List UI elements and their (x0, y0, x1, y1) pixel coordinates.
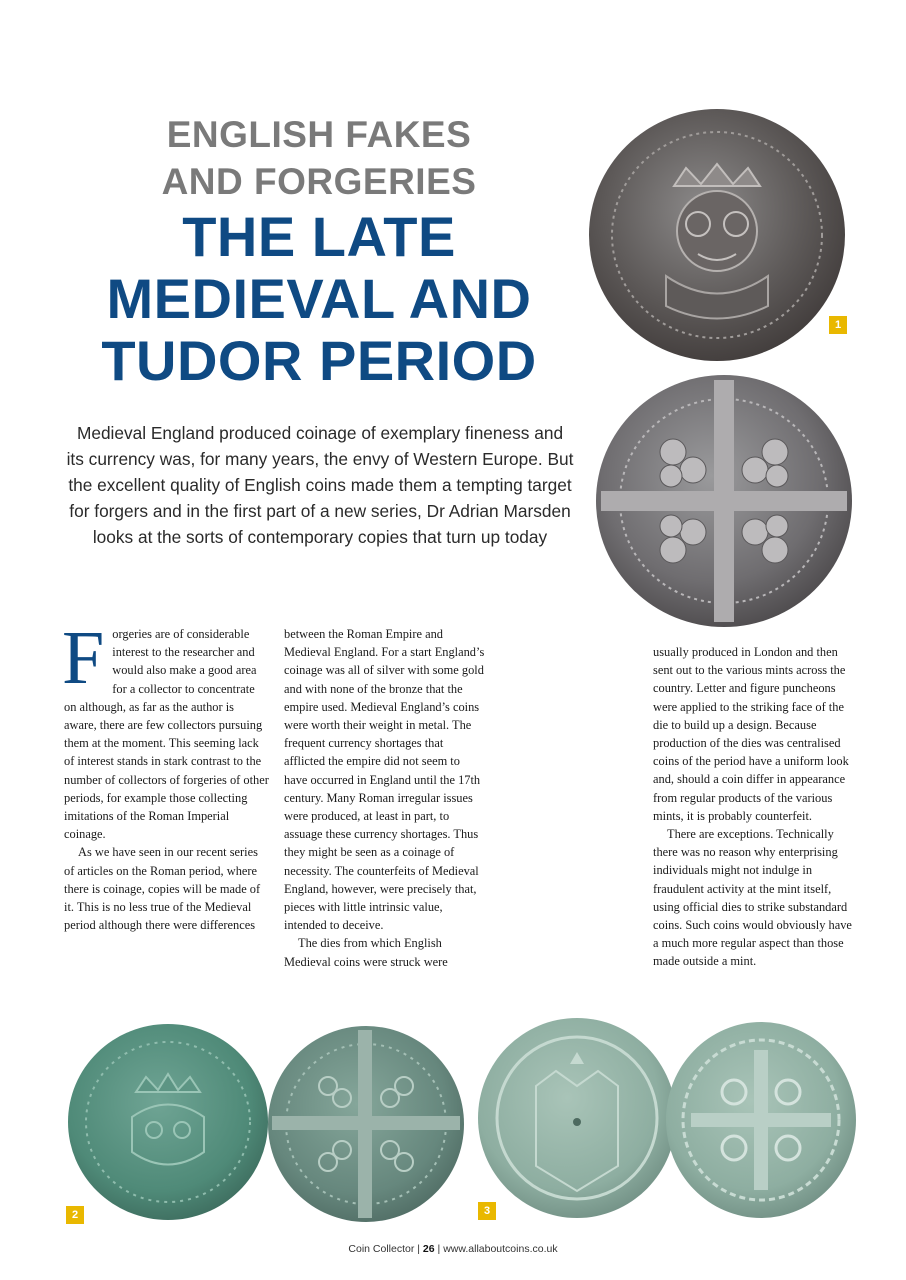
title-line-2: MEDIEVAL AND (106, 267, 532, 330)
footer-page-number: 26 (422, 1243, 435, 1255)
coin-3-obverse-photo (476, 1016, 678, 1220)
title-line-1: THE LATE (182, 205, 456, 268)
coin-1-obverse-photo (586, 106, 848, 364)
figure-3-badge: 3 (478, 1202, 496, 1220)
article-column-2 (284, 625, 486, 971)
figure-1-badge: 1 (829, 316, 847, 334)
kicker-line-1: ENGLISH FAKES (166, 114, 472, 155)
article-column-3 (653, 643, 853, 971)
col3-paragraph-2: There are exceptions. Technically there was no reason why enterprising individuals might not indulge in fraudulent activity at the mint itself, using official dies to strike substandard coins. Such coins would obviously have a much more regular aspect than those made outside a mint. (653, 827, 852, 969)
drop-cap: F (62, 616, 105, 700)
col3-paragraph-1: usually produced in London and then sent out to the various mints across the country. Letter and figure puncheons were applied to the striking face of the die to build up a design. Because production of the dies was centralised coins of the period have a uniform look and, should a coin differ in appearance from regular products of the various mints, it is probably counterfeit. (653, 645, 849, 823)
figure-2-badge: 2 (66, 1206, 84, 1224)
footer-divider: | (437, 1243, 441, 1255)
coin-1-reverse-photo (593, 372, 855, 630)
standfirst: Medieval England produced coinage of exemplary fineness and its currency was, for many years, the envy of Western Europe. But the excellent quality of English coins made them a tempting target for forgers and in the first part of a new series, Dr Adrian Marsden looks at the sorts of contemporary copies that turn up today (66, 423, 574, 547)
article-column-1 (62, 616, 269, 934)
col2-paragraph-1: between the Roman Empire and Medieval England. For a start England’s coinage was all of silver with some gold and with none of the bronze that the empire used. Medieval England’s coins were worth their weight in metal. The frequent currency shortages that afflicted the empire did not seem to have occurred in England until the 17th century. Many Roman irregular issues were produced, at least in part, to assuage these currency shortages. Thus they might be seen as a coinage of necessity. The counterfeits of Medieval England, however, were precisely that, pieces with little intrinsic value, intended to deceive. (284, 627, 485, 933)
coin-3-reverse-photo (664, 1020, 858, 1220)
page-footer (0, 1243, 906, 1255)
col1-paragraph-1: orgeries are of considerable interest to the researcher and would also make a good area for a collector to concentrate on although, as far as the author is aware, there are few collectors pursuing them at the moment. This seeming lack of interest stands in stark contrast to the number of collectors of forgeries of other periods, for example those collecting imitations of the Roman Imperial coinage. (64, 627, 269, 842)
footer-divider: | (417, 1243, 420, 1255)
col2-paragraph-2: The dies from which English Medieval coins were struck were (284, 936, 448, 969)
kicker-line-2: AND FORGERIES (161, 161, 477, 202)
footer-website: www.allaboutcoins.co.uk (443, 1243, 558, 1255)
title-line-3: TUDOR PERIOD (101, 329, 537, 392)
col1-paragraph-2: As we have seen in our recent series of articles on the Roman period, where there is coinage, copies will be made of it. This is no less true of the Medieval period although there were differences (64, 845, 261, 933)
coin-2-reverse-photo (266, 1024, 466, 1224)
coin-2-obverse-photo (66, 1022, 270, 1222)
footer-magazine: Coin Collector (348, 1243, 415, 1255)
